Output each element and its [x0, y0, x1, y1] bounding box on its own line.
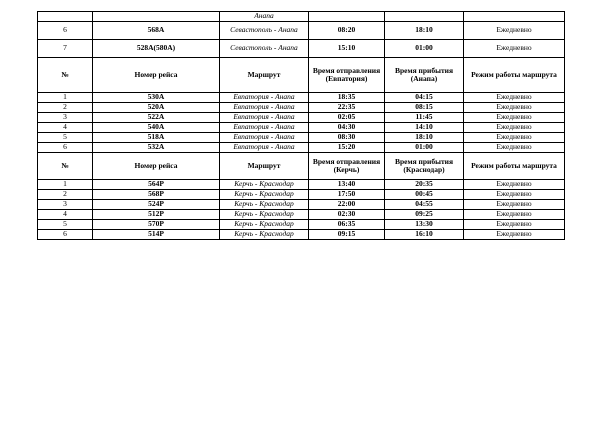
table-row [38, 133, 565, 143]
cell-departure: 08:30 [309, 133, 385, 143]
header-row-evpatoria [38, 58, 565, 93]
cell-flight: 540А [93, 123, 220, 133]
table-row [38, 180, 565, 190]
cell-num: 5 [38, 133, 93, 143]
cell-arrival: 18:10 [385, 22, 464, 40]
header-departure: Время отправления (Керчь) [309, 153, 385, 180]
cell-num: 4 [38, 210, 93, 220]
cell-departure: 22:35 [309, 103, 385, 113]
cell-departure: 18:35 [309, 93, 385, 103]
table-row [38, 103, 565, 113]
cell-departure: 17:50 [309, 190, 385, 200]
cell-arrival: 04:55 [385, 200, 464, 210]
cell-mode: Ежедневно [464, 210, 565, 220]
header-row-kerch [38, 153, 565, 180]
header-route: Маршрут [220, 58, 309, 93]
cell-mode: Ежедневно [464, 93, 565, 103]
cell-arrival: 01:00 [385, 40, 464, 58]
cell-arrival: 20:35 [385, 180, 464, 190]
table-row [38, 40, 565, 58]
cell-num: 1 [38, 180, 93, 190]
schedule-table [37, 11, 565, 240]
cell-flight: 520А [93, 103, 220, 113]
cell-departure: 15:20 [309, 143, 385, 153]
cell-num: 6 [38, 230, 93, 240]
cell-flight [93, 12, 220, 22]
header-arrival: Время прибытия (Анапа) [385, 58, 464, 93]
table-row [38, 200, 565, 210]
cell-mode: Ежедневно [464, 22, 565, 40]
cell-route: Анапа [220, 12, 309, 22]
cell-departure: 22:00 [309, 200, 385, 210]
cell-num: 6 [38, 143, 93, 153]
header-mode: Режим работы маршрута [464, 58, 565, 93]
table-row [38, 210, 565, 220]
cell-arrival: 09:25 [385, 210, 464, 220]
cell-num: 2 [38, 103, 93, 113]
cell-num: 4 [38, 123, 93, 133]
cell-flight: 528А(580А) [93, 40, 220, 58]
table-row [38, 190, 565, 200]
cell-mode [464, 12, 565, 22]
cell-arrival: 01:00 [385, 143, 464, 153]
cell-arrival: 00:45 [385, 190, 464, 200]
cell-mode: Ежедневно [464, 190, 565, 200]
table-row [38, 93, 565, 103]
table-row [38, 220, 565, 230]
header-flight: Номер рейса [93, 58, 220, 93]
cell-route: Евпатория - Анапа [220, 133, 309, 143]
cell-mode: Ежедневно [464, 220, 565, 230]
cell-arrival: 04:15 [385, 93, 464, 103]
cell-arrival [385, 12, 464, 22]
cell-flight: 530А [93, 93, 220, 103]
cell-flight: 518А [93, 133, 220, 143]
table-row [38, 143, 565, 153]
cell-route: Керчь - Краснодар [220, 180, 309, 190]
cell-route: Евпатория - Анапа [220, 143, 309, 153]
cell-flight: 524Р [93, 200, 220, 210]
cell-num [38, 12, 93, 22]
cell-arrival: 08:15 [385, 103, 464, 113]
cell-flight: 570Р [93, 220, 220, 230]
cell-num: 5 [38, 220, 93, 230]
cell-route: Керчь - Краснодар [220, 230, 309, 240]
cell-arrival: 13:30 [385, 220, 464, 230]
cell-flight: 568А [93, 22, 220, 40]
cell-route: Севастополь - Анапа [220, 22, 309, 40]
cell-route: Евпатория - Анапа [220, 123, 309, 133]
cell-flight: 532А [93, 143, 220, 153]
table-row [38, 230, 565, 240]
cell-mode: Ежедневно [464, 113, 565, 123]
cell-mode: Ежедневно [464, 180, 565, 190]
table-row [38, 113, 565, 123]
header-num: № [38, 58, 93, 93]
cell-route: Севастополь - Анапа [220, 40, 309, 58]
cell-departure: 09:15 [309, 230, 385, 240]
header-departure: Время отправления (Евпатория) [309, 58, 385, 93]
cell-route: Евпатория - Анапа [220, 103, 309, 113]
header-mode: Режим работы маршрута [464, 153, 565, 180]
cell-route: Керчь - Краснодар [220, 190, 309, 200]
header-arrival: Время прибытия (Краснодар) [385, 153, 464, 180]
cell-num: 3 [38, 113, 93, 123]
cell-departure: 02:30 [309, 210, 385, 220]
cell-departure: 04:30 [309, 123, 385, 133]
cell-departure: 02:05 [309, 113, 385, 123]
cell-departure: 06:35 [309, 220, 385, 230]
cell-num: 1 [38, 93, 93, 103]
cell-route: Евпатория - Анапа [220, 113, 309, 123]
cell-departure: 13:40 [309, 180, 385, 190]
cell-mode: Ежедневно [464, 103, 565, 113]
header-num: № [38, 153, 93, 180]
cell-mode: Ежедневно [464, 40, 565, 58]
table-row [38, 123, 565, 133]
cell-num: 3 [38, 200, 93, 210]
table-row [38, 22, 565, 40]
cell-arrival: 11:45 [385, 113, 464, 123]
cell-flight: 514Р [93, 230, 220, 240]
cell-num: 2 [38, 190, 93, 200]
cell-num: 7 [38, 40, 93, 58]
cell-route: Керчь - Краснодар [220, 210, 309, 220]
cell-arrival: 18:10 [385, 133, 464, 143]
cell-mode: Ежедневно [464, 143, 565, 153]
cell-departure: 08:20 [309, 22, 385, 40]
cell-mode: Ежедневно [464, 133, 565, 143]
header-flight: Номер рейса [93, 153, 220, 180]
cell-route: Евпатория - Анапа [220, 93, 309, 103]
cell-num: 6 [38, 22, 93, 40]
cell-mode: Ежедневно [464, 123, 565, 133]
cell-mode: Ежедневно [464, 230, 565, 240]
cell-flight: 522А [93, 113, 220, 123]
cell-departure [309, 12, 385, 22]
cell-route: Керчь - Краснодар [220, 200, 309, 210]
cell-flight: 512Р [93, 210, 220, 220]
cell-route: Керчь - Краснодар [220, 220, 309, 230]
cell-flight: 568Р [93, 190, 220, 200]
header-route: Маршрут [220, 153, 309, 180]
cell-arrival: 14:10 [385, 123, 464, 133]
cell-departure: 15:10 [309, 40, 385, 58]
cell-arrival: 16:10 [385, 230, 464, 240]
cell-flight: 564Р [93, 180, 220, 190]
table-row [38, 12, 565, 22]
cell-mode: Ежедневно [464, 200, 565, 210]
